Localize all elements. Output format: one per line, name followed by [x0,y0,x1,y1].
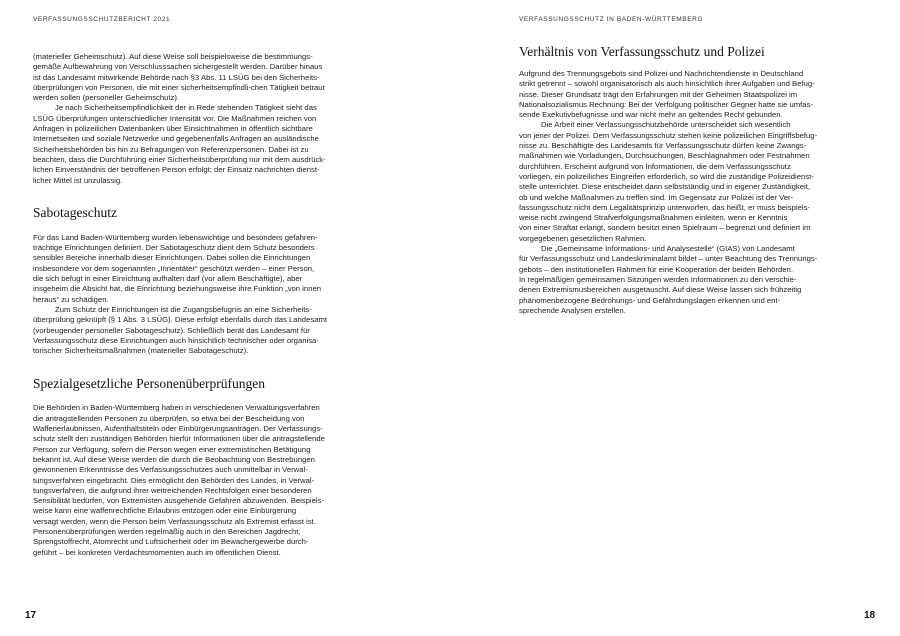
sabotage-section [33,233,379,357]
text-line: geführt – bei konkreten Verdachtsmomenten auch im öffentlichen Dienst. [33,547,281,557]
text-line: (materieller Geheimschutz). Auf diese Weise soll beispielsweise die bestimmungs- [33,52,313,61]
text-line: Internetseiten und soziale Netzwerke und gegebenenfalls Anfragen an ausländische [33,134,319,144]
text-line: fassungsschutz nicht dem Legalitätsprinzip unterworfen, das heißt, er muss beispiels- [519,202,810,212]
intro-section [33,52,379,186]
text-line: heraus“ zu schädigen. [33,294,109,304]
text-line: von jener der Polizei. Dem Verfassungsschutz stehen keine polizeilichen Eingriffsbefug- [519,130,818,140]
text-line: Person zur Verfügung, sofern die Person wegen einer extremistischen Betätigung [33,444,311,454]
section-heading-police-relation: Verhältnis von Verfassungsschutz und Polizei [519,44,765,59]
right-page [450,0,900,636]
page-number: 17 [25,610,37,621]
text-line: für Verfassungsschutz und Landeskriminalamt bildet – unter Beachtung des Trennungs- [519,254,818,264]
text-line: Sicherheitsbehörden bis hin zu Befragungen von Referenzpersonen. Dabei ist zu [33,144,309,154]
text-line: licher Mittel ist unzulässig. [33,175,123,185]
body-paragraph [33,305,379,356]
body-paragraph [33,233,379,305]
text-line: die sich befugt in einer Einrichtung aufhalten darf (vor allem Beschäftigte), aber [33,274,303,284]
text-line: versagt werden, wenn die Person beim Verfassungsschutz als Extremist erfasst ist. [33,516,316,526]
text-line: stelle unterrichtet. Diese entscheidet dann selbstständig und in eigener Zuständigkeit, [519,182,811,192]
text-line: Sprengstoffrecht, Atomrecht und Luftsicherheit oder im Bewachergewerbe durch- [33,537,309,547]
section-heading-special-checks: Spezialgesetzliche Personenüberprüfungen [33,376,266,392]
text-line: Aufgrund des Trennungsgebots sind Polizei und Nachrichtendienste in Deutschland [519,69,804,78]
text-line: nisse. Dieser Grundsatz trägt den Erfahrungen mit der Geheimen Staatspolizei im [519,89,798,99]
text-line: maßnahmen wie Vorladungen, Durchsuchungen, Beschlagnahmen oder Festnahmen [519,151,810,161]
text-line: gewonnenen Erkenntnisse des Verfassungsschutzes auch unmittelbar in Verwal- [33,465,308,475]
text-line: Die „Gemeinsame Informations- und Analysestelle“ (GIAS) von Landesamt [541,244,795,254]
text-line: sensibler Bereiche innerhalb dieser Einrichtungen. Dabei sollen die Einrichtungen [33,253,311,263]
text-line: (vorbeugender personeller Sabotageschutz). Schließlich berät das Landesamt für [33,325,310,335]
text-line: Nationalsozialismus Rechnung: Bei der Verfolgung politischer Gegner hatte sie umfas- [519,99,813,109]
text-line: bekannt ist. Auf diese Weise werden die durch die Beobachtung von Bestrebungen [33,454,315,464]
text-line: ob und welche Maßnahmen zu treffen sind. Im Gegensatz zur Polizei ist der Ver- [519,192,794,202]
text-line: Sensibilität bedürfen, von Extremisten ausgehende Gefahren abzuwenden. Beispiels- [33,496,325,506]
text-line: schutz stellt den zuständigen Behörden hierfür Informationen über die antragstellende [33,434,325,444]
text-line: überprüfungen von Personen, die mit einer sicherheitsempfindli-chen Tätigkeit betraut [33,82,325,92]
running-header: VERFASSUNGSSCHUTZ IN BADEN-WÜRTTEMBERG [519,16,704,23]
text-line: Waffenerlaubnissen, Aufenthaltstiteln oder Einbürgerungsanträgen. Der Verfassungs- [33,424,323,434]
text-line: gemäße Aufbewahrung von Verschlusssachen sichergestellt werden. Darüber hinaus [33,62,323,72]
text-line: Die Arbeit einer Verfassungsschutzbehörde unterscheidet sich wesentlich [541,120,791,130]
text-line: strikt getrennt – sowohl organisatorisch als auch hinsichtlich ihrer Aufgaben und Befug- [519,79,815,89]
body-paragraph [33,103,379,185]
text-line: tungsverfahren eingebracht. Dies ermöglicht den Behörden des Landes, in Verwal- [33,475,315,485]
police-relation-section [519,69,866,316]
text-line: trächtige Einrichtungen definiert. Der Sabotageschutz dient dem Schutz besonders [33,243,315,253]
special-checks-section [33,403,379,557]
text-line: gebots – den institutionellen Rahmen für eine Kooperation der beiden Behörden. [519,264,793,274]
text-line: tungsverfahren, die aufgrund ihrer weitreichenden Rechtsfolgen einer besonderen [33,485,312,495]
text-line: In regelmäßigen gemeinsamen Sitzungen werden Informationen zu den verschie- [519,274,797,284]
text-line: insgeheim die Absicht hat, die Einrichtung beziehungsweise ihre Funktion „von innen [33,284,322,294]
text-line: Verfassungsschutz diese Einrichtungen auch hinsichtlich technischer oder organisa- [33,335,319,345]
section-heading-sabotage: Sabotageschutz [33,204,117,220]
text-line: Je nach Sicherheitsempfindlichkeit der in Rede stehenden Tätigkeit sieht das [55,103,317,113]
body-paragraph [519,120,866,244]
text-line: LSÜG Überprüfungen unterschiedlicher Intensität vor. Die Maßnahmen reichen von [33,113,317,123]
text-line: weise kann eine waffenrechtliche Erlaubnis entzogen oder eine Einbürgerung [33,506,297,516]
text-line: weise nicht zwingend Strafverfolgungsmaßnahmen einleiten, wenn er Kenntnis [519,213,788,223]
text-line: Anfragen in polizeilichen Datenbanken über Einsichtnahmen in öffentlich sichtbare [33,124,313,134]
text-line: Zum Schutz der Einrichtungen ist die Zugangsbefugnis an eine Sicherheits- [55,304,312,314]
text-line: phänomenbezogene Bedrohungs- und Gefährdungslagen erkennen und ent- [519,295,781,305]
text-line: Die Behörden in Baden-Württemberg haben in verschiedenen Verwaltungsverfahren [33,403,320,413]
text-line: beachten, dass die Durchführung einer Sicherheitsüberprüfung nur mit dem ausdrück- [33,154,326,164]
text-line: Personenüberprüfungen werden regelmäßig auch in den Bereichen Jagdrecht, [33,526,301,536]
body-paragraph [519,69,866,120]
body-paragraph [33,403,379,557]
text-line: von einer Straftat erlangt, sondern besitzt einen Spielraum – begrenzt und definiert im [519,223,811,233]
running-header: VERFASSUNGSSCHUTZBERICHT 2021 [33,16,171,23]
left-text-column [33,52,379,558]
text-line: durchführen. Erscheint aufgrund von Informationen, die dem Verfassungsschutz [519,161,791,171]
text-line: denen Extremismusbereichen ausgetauscht. Auf diese Weise lassen sich frühzeitig [519,285,802,295]
text-line: vorliegen, ein polizeiliches Eingreifen erforderlich, so wird die zuständige Polizeidienst- [519,171,814,181]
body-paragraph [33,52,379,103]
text-line: die antragstellenden Personen zu überprüfen, so etwa bei der Bescheidung von [33,413,305,423]
page-number: 18 [864,610,876,621]
text-line: ist das Landesamt mitwirkende Behörde nach §3 Abs. 11 LSÜG bei den Sicherheits- [33,72,320,82]
right-text-column [519,44,866,316]
text-line: sende Exekutivbefugnisse und war nicht mehr an geltendes Recht gebunden. [519,110,783,120]
body-paragraph [519,244,866,316]
text-line: vorgegebenen gesetzlichen Rahmen. [519,233,647,243]
text-line: überprüfung geknüpft (§ 1 Abs. 3 LSÜG). Diese erfolgt ebenfalls durch das Landesamt [33,315,328,325]
text-line: lichen Einverständnis der betroffenen Person erfolgt; der Einsatz nachrichten dienst- [33,165,320,175]
text-line: werden sollen (personeller Geheimschutz). [33,93,180,103]
text-line: sprechende Analysen erstellen. [519,305,626,315]
text-line: insbesondere vor dem sogenannten „Innentäter“ geschützt werden – einer Person, [33,263,315,273]
text-line: nisse zu. Beschäftigte des Landesamts für Verfassungsschutz dürfen keine Zwangs- [519,141,807,151]
text-line: torischer Sicherheitsmaßnahmen (materieller Sabotageschutz). [33,346,249,356]
text-line: Für das Land Baden-Württemberg wurden lebenswichtige und besonders gefahren- [33,232,318,242]
